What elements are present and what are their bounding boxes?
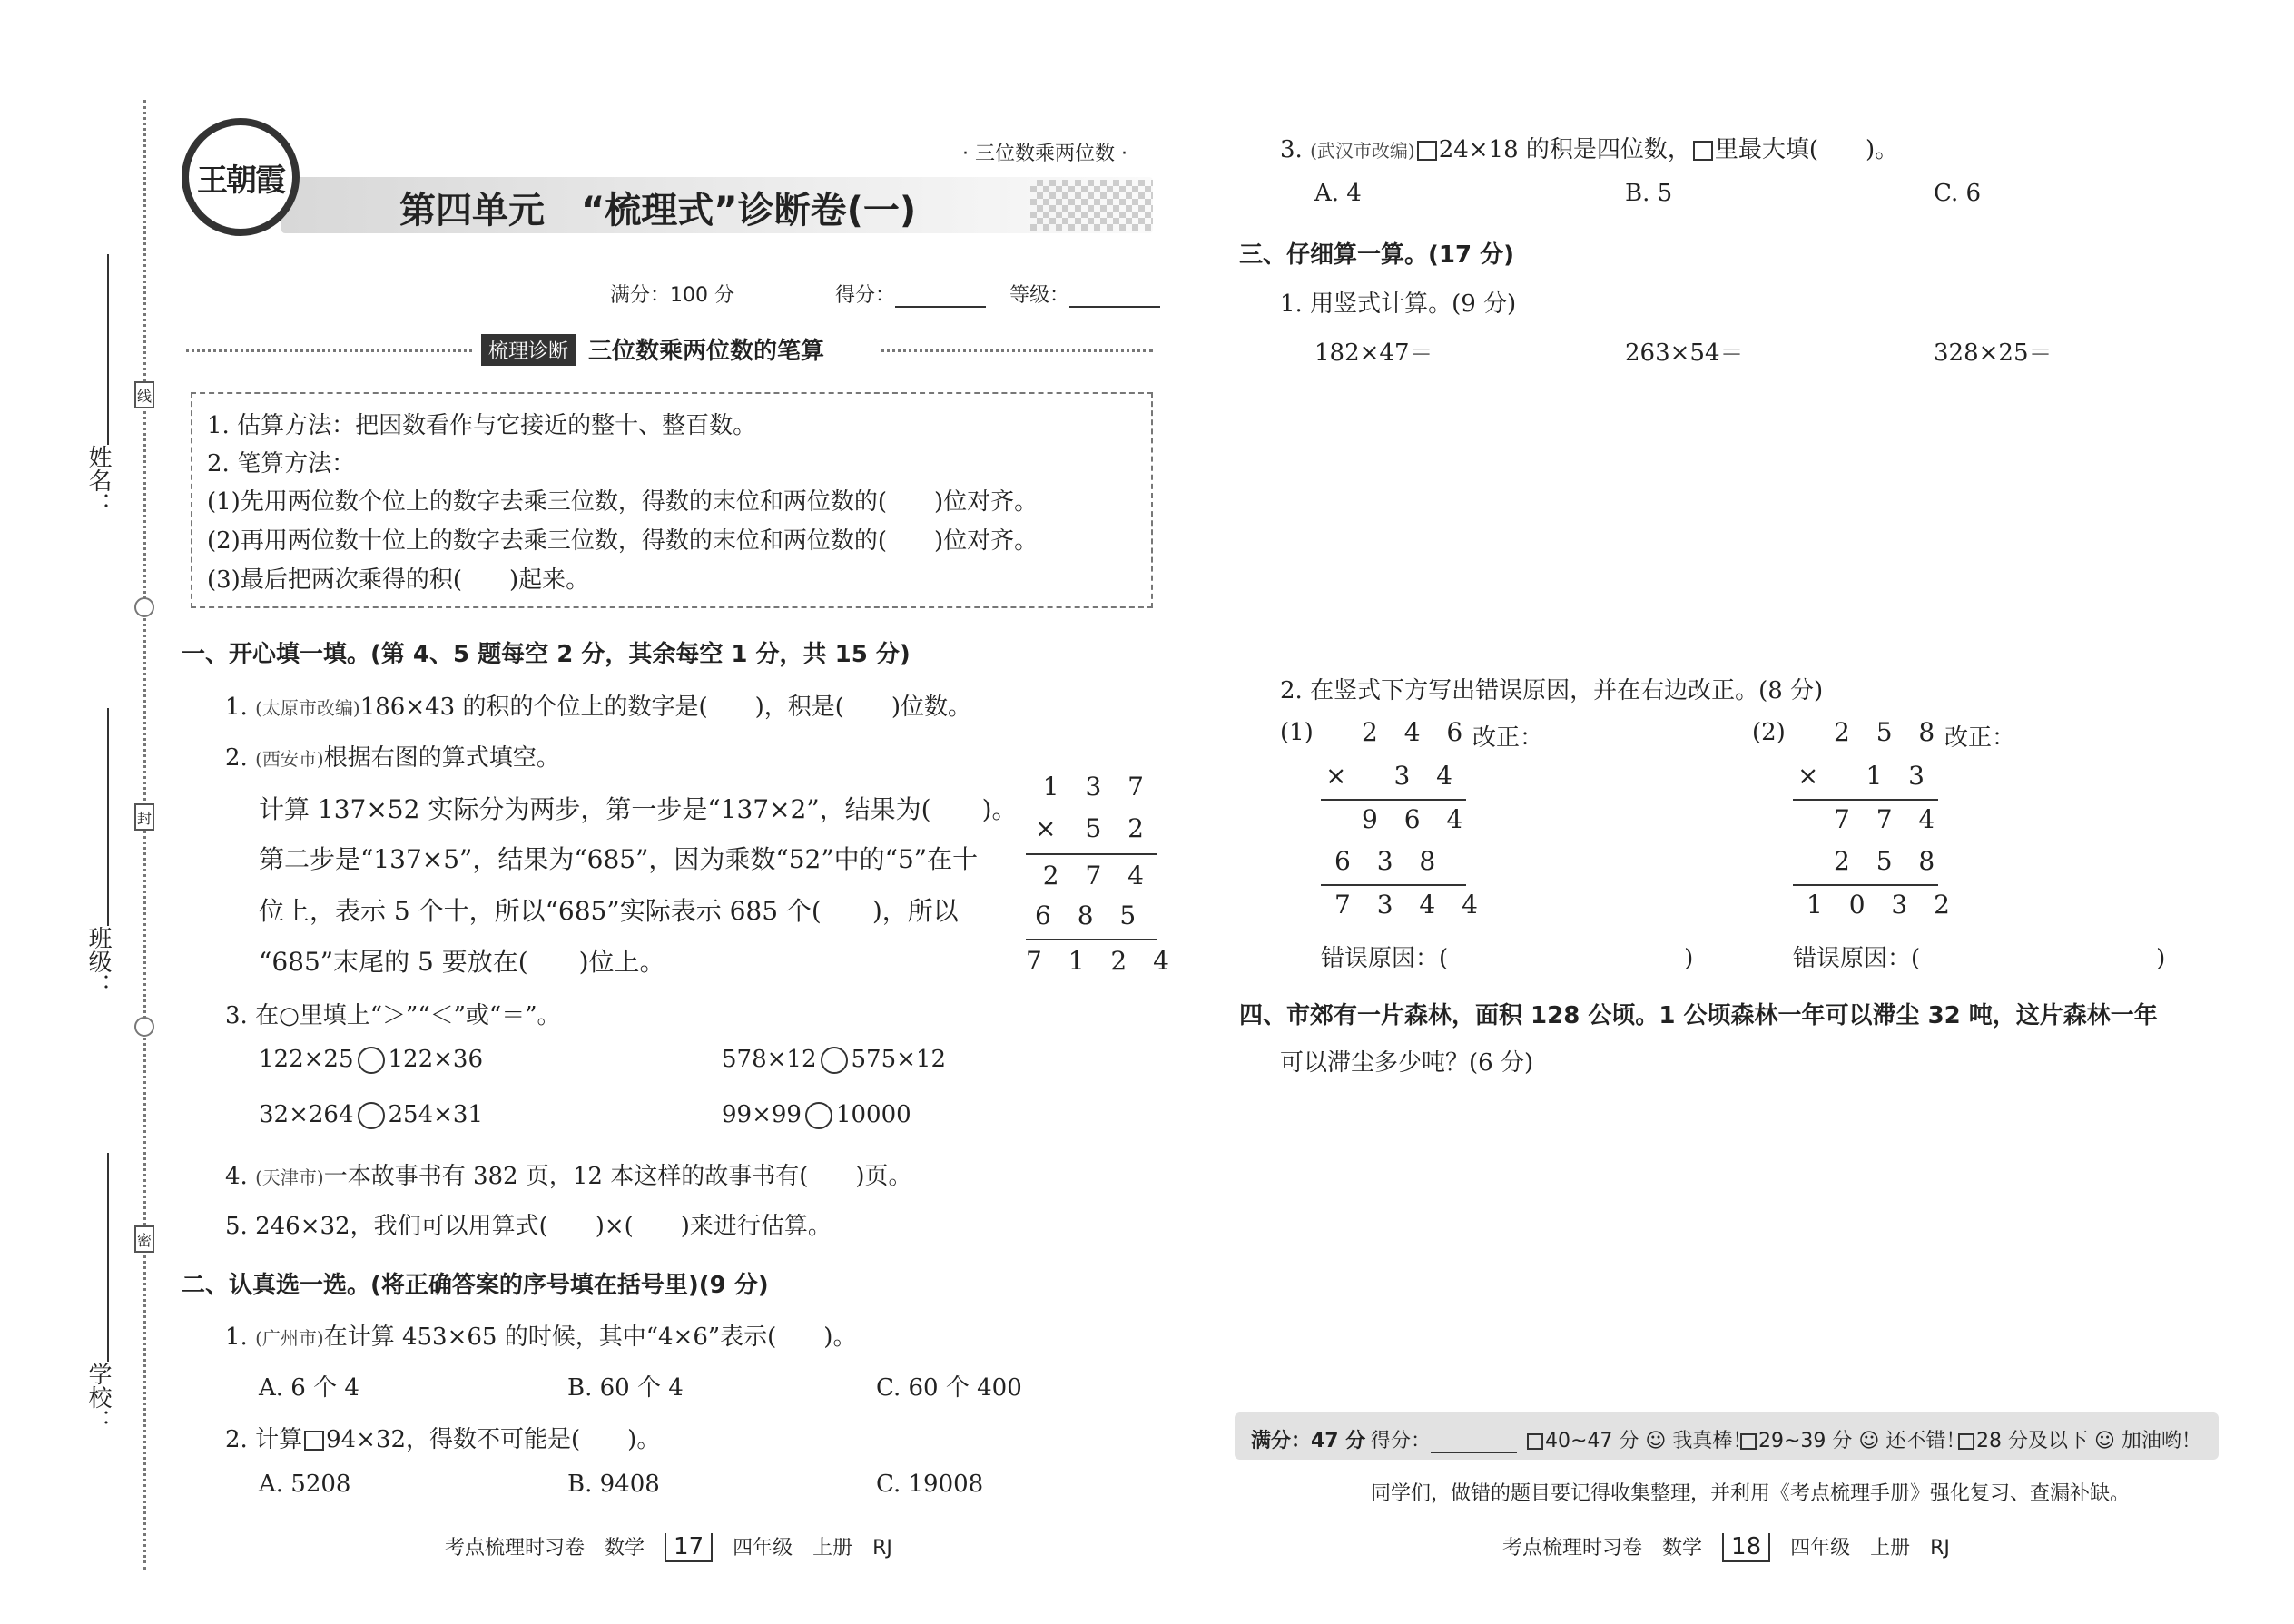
dotted-divider: [186, 349, 472, 352]
option-c[interactable]: C. 19008: [876, 1471, 984, 1498]
calc-multiplicand: 1 3 7: [1042, 772, 1153, 802]
review-line: (3)最后把两次乘得的积( )起来。: [207, 566, 590, 594]
class-field-line[interactable]: [107, 708, 109, 926]
school-field-line[interactable]: [107, 1153, 109, 1362]
review-line: (1)先用两位数个位上的数字去乘三位数，得数的末位和两位数的( )位对齐。: [207, 488, 1039, 516]
calc-item: 328×25＝: [1934, 340, 2053, 367]
grade-label: 等级：: [1009, 284, 1070, 307]
option-b[interactable]: B. 5: [1625, 180, 1673, 207]
logo: [182, 118, 300, 236]
wrong-calc-r1: 9 6 4: [1362, 804, 1472, 834]
part1-q2-line: 第二步是“137×5”，结果为“685”，因为乘数“52”中的“5”在十: [259, 844, 979, 874]
part1-q3: 3. 在○里填上“＞”“＜”或“＝”。: [225, 1002, 561, 1029]
part1-q2: 2. (西安市)根据右图的算式填空。: [225, 744, 560, 772]
review-line: 1. 估算方法：把因数看作与它接近的整十、整百数。: [207, 412, 757, 439]
option-b[interactable]: B. 9408: [567, 1471, 660, 1498]
calc-partial-2: 6 8 5: [1035, 901, 1146, 930]
part4-line: 四、市郊有一片森林，面积 128 公顷。1 公顷森林一年可以滞尘 32 吨，这片森林一年: [1239, 1002, 2158, 1029]
calc-item: 263×54＝: [1625, 340, 1744, 367]
part4-line: 可以滞尘多少吨？(6 分): [1280, 1049, 1534, 1077]
part3-heading: 三、仔细算一算。(17 分): [1239, 241, 1514, 269]
grade-field[interactable]: [1009, 280, 1160, 308]
rating-option-3[interactable]: 28 分及以下 ☺ 加油哟！: [1956, 1425, 2201, 1453]
compare-circle[interactable]: [358, 1102, 385, 1129]
footer-right: 考点梳理时习卷 数学 18 四年级 上册 RJ: [1502, 1533, 1950, 1560]
wrong-calc-res: 1 0 3 2: [1807, 890, 1959, 920]
calc-multiplier: 5 2: [1085, 813, 1153, 843]
compare-circle[interactable]: [358, 1047, 385, 1074]
checkbox-icon: [1527, 1433, 1543, 1450]
compare-item: 99×99 10000: [722, 1101, 911, 1128]
blank-square[interactable]: [1693, 141, 1713, 161]
rating-option-1[interactable]: 40~47 分 ☺ 我真棒！: [1525, 1425, 1752, 1453]
review-heading: 三位数乘两位数的笔算: [588, 338, 825, 365]
logo-text: 王朝霞: [197, 162, 284, 199]
calc-item: 182×47＝: [1314, 340, 1433, 367]
wrong-calc-mul: 3 4: [1393, 761, 1462, 791]
dotted-divider: [881, 349, 1153, 352]
score-label: 得分：: [835, 284, 896, 307]
wrong-calc-no: (2): [1752, 719, 1786, 746]
name-field-line[interactable]: [107, 254, 109, 445]
seal-char-mi: 密: [134, 1225, 154, 1253]
score-got[interactable]: 得分：: [1371, 1425, 1517, 1453]
part1-q2-line: 位上，表示 5 个十，所以“685”实际表示 685 个( )，所以: [259, 896, 959, 926]
rating-option-2[interactable]: 29~39 分 ☺ 还不错！: [1738, 1425, 1965, 1453]
page-number: 18: [1722, 1533, 1770, 1562]
class-label: 班级：: [84, 926, 112, 997]
score-blank[interactable]: [895, 286, 986, 308]
wrong-calc-top: 2 4 6: [1362, 717, 1472, 747]
wrong-calc-no: (1): [1280, 719, 1314, 746]
blank-square[interactable]: [304, 1431, 324, 1451]
wrong-calc-r2: 6 3 8: [1334, 846, 1445, 876]
compare-item: 578×12 575×12: [722, 1046, 946, 1073]
compare-circle[interactable]: [805, 1102, 832, 1129]
option-b[interactable]: B. 60 个 4: [567, 1374, 684, 1402]
part2-heading: 二、认真选一选。(将正确答案的序号填在括号里)(9 分): [182, 1272, 769, 1299]
calc-line: [1026, 939, 1157, 940]
part1-heading: 一、开心填一填。(第 4、5 题每空 2 分，其余每空 1 分，共 15 分): [182, 641, 911, 668]
footer-left: 考点梳理时习卷 数学 17 四年级 上册 RJ: [445, 1533, 892, 1560]
school-label: 学校：: [84, 1362, 112, 1432]
times-sign: ×: [1035, 813, 1057, 843]
part2-q3: 3. (武汉市改编) 24×18 的积是四位数， 里最大填( )。: [1280, 136, 1899, 163]
calc-line: [1321, 884, 1466, 886]
times-sign: ×: [1797, 761, 1819, 791]
times-sign: ×: [1325, 761, 1347, 791]
seal-char-xian: 线: [134, 381, 154, 408]
compare-item: 32×264 254×31: [259, 1101, 483, 1128]
calc-partial-1: 2 7 4: [1042, 861, 1153, 891]
compare-item: 122×25 122×36: [259, 1046, 483, 1073]
checker-decoration: [1030, 180, 1153, 231]
calc-line: [1793, 884, 1938, 886]
topic-tag: · 三位数乘两位数 ·: [962, 143, 1127, 165]
seal-char-feng: 封: [134, 803, 154, 831]
page-title: 第四单元 “梳理式”诊断卷(一): [399, 190, 917, 231]
wrong-calc-top: 2 5 8: [1834, 717, 1944, 747]
part1-q2-line: “685”末尾的 5 要放在( )位上。: [259, 947, 665, 977]
calc-line: [1793, 799, 1938, 801]
page-number: 17: [665, 1533, 713, 1562]
option-a[interactable]: A. 4: [1314, 180, 1362, 207]
blank-square[interactable]: [1417, 141, 1437, 161]
binding-ring-icon: [134, 597, 154, 617]
score-blank[interactable]: [1431, 1432, 1517, 1453]
review-line: (2)再用两位数十位上的数字去乘三位数，得数的末位和两位数的( )位对齐。: [207, 527, 1039, 555]
wrong-calc-r2: 2 5 8: [1834, 846, 1944, 876]
review-note: 同学们，做错的题目要记得收集整理，并利用《考点梳理手册》强化复习、查漏补缺。: [1371, 1482, 2131, 1505]
part1-q5: 5. 246×32，我们可以用算式( )×( )来进行估算。: [225, 1213, 832, 1240]
score-field[interactable]: [835, 280, 986, 308]
option-c[interactable]: C. 60 个 400: [876, 1374, 1022, 1402]
binding-dotted-line: [143, 100, 146, 1570]
part3-q1: 1. 用竖式计算。(9 分): [1280, 290, 1517, 318]
review-line: 2. 笔算方法：: [207, 450, 356, 477]
part1-q4: 4. (天津市)一本故事书有 382 页，12 本这样的故事书有( )页。: [225, 1163, 912, 1190]
grade-blank[interactable]: [1069, 286, 1160, 308]
part1-q1: 1. (太原市改编)186×43 的积的个位上的数字是( )，积是( )位数。: [225, 694, 972, 721]
calc-line: [1321, 799, 1466, 801]
option-c[interactable]: C. 6: [1934, 180, 1982, 207]
wrong-calc-res: 7 3 4 4: [1334, 890, 1487, 920]
part3-q2: 2. 在竖式下方写出错误原因，并在右边改正。(8 分): [1280, 677, 1824, 704]
compare-circle[interactable]: [821, 1047, 848, 1074]
correct-label: 改正：: [1472, 724, 1544, 752]
wrong-calc-mul: 1 3: [1866, 761, 1934, 791]
full-score: 满分：100 分: [610, 284, 734, 307]
wrong-calc-r1: 7 7 4: [1834, 804, 1944, 834]
error-reason[interactable]: 错误原因：( ): [1321, 945, 1694, 972]
calc-line: [1026, 853, 1157, 855]
part2-q2: 2. 计算 94×32，得数不可能是( )。: [225, 1426, 661, 1453]
part2-q1: 1. (广州市)在计算 453×65 的时候，其中“4×6”表示( )。: [225, 1324, 857, 1351]
score-full: 满分：47 分: [1251, 1430, 1366, 1452]
checkbox-icon: [1740, 1433, 1757, 1450]
option-a[interactable]: A. 6 个 4: [259, 1374, 359, 1402]
correct-label: 改正：: [1944, 724, 2016, 752]
checkbox-icon: [1958, 1433, 1974, 1450]
error-reason[interactable]: 错误原因：( ): [1793, 945, 2166, 972]
option-a[interactable]: A. 5208: [259, 1471, 351, 1498]
calc-result: 7 1 2 4: [1026, 946, 1178, 976]
review-tag: 梳理诊断: [481, 334, 576, 366]
binding-ring-icon: [134, 1017, 154, 1037]
name-label: 姓名：: [84, 445, 112, 516]
part1-q2-line: 计算 137×52 实际分为两步，第一步是“137×2”，结果为( )。: [259, 794, 1018, 824]
